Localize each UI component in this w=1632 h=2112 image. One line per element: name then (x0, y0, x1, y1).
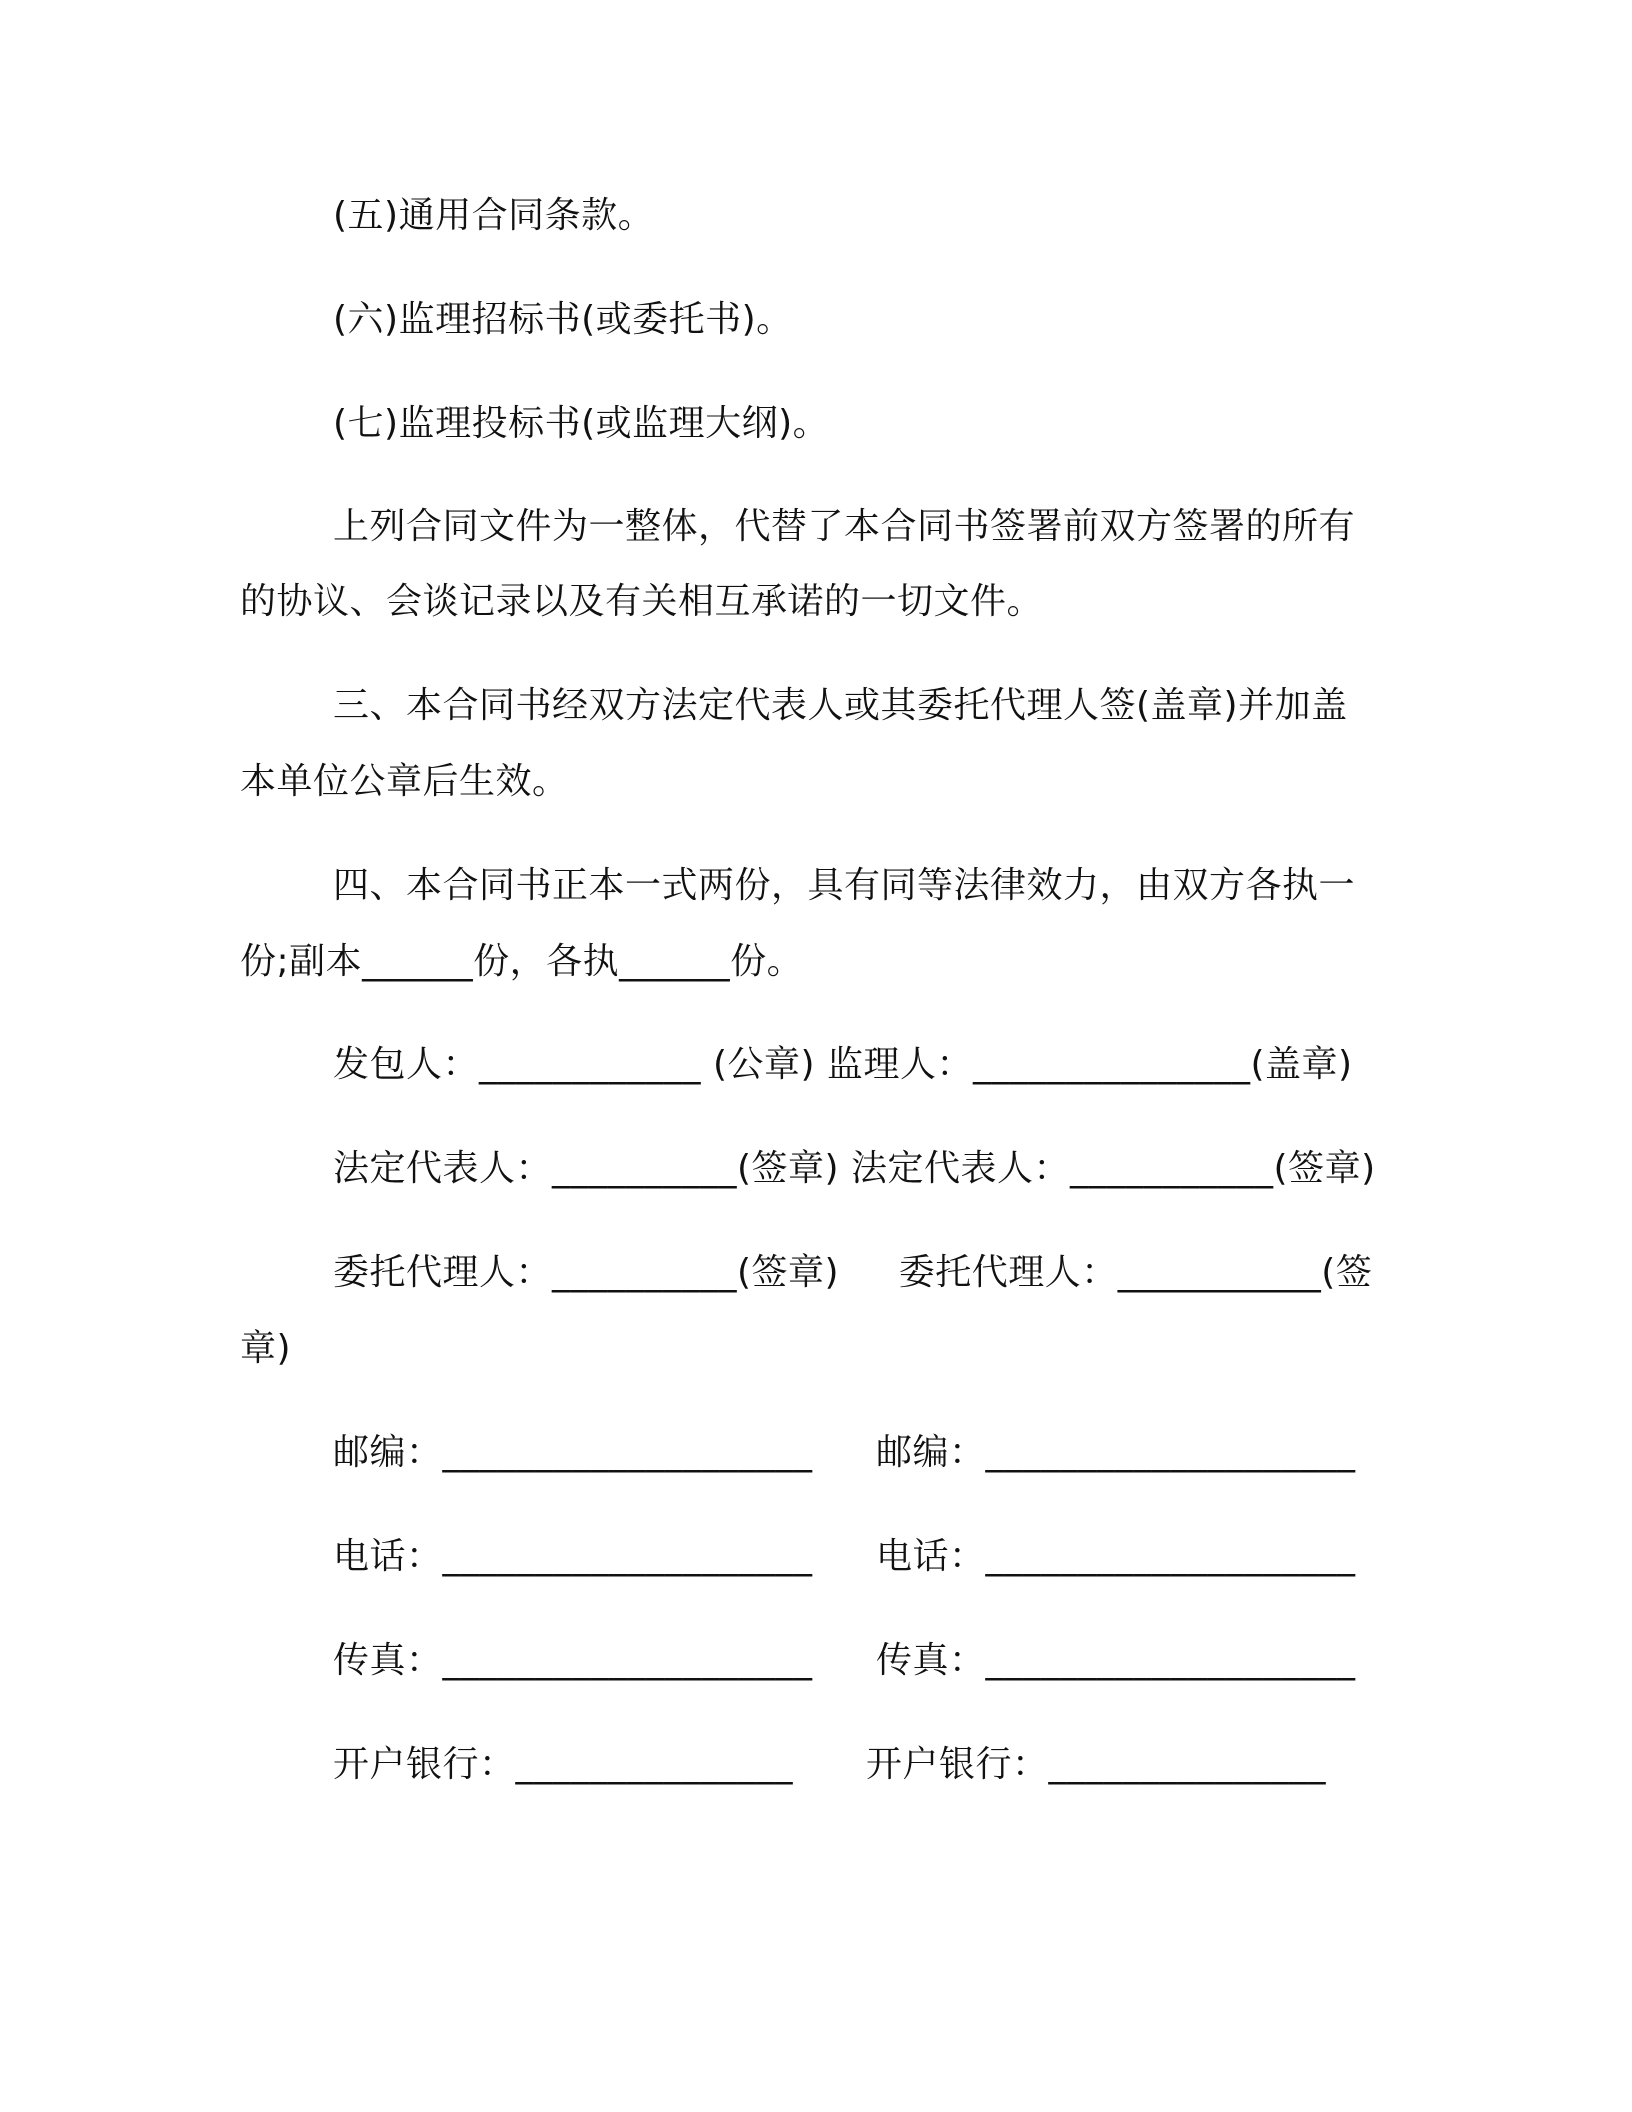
signature-agent-row-line1: 委托代理人：__________(签章) 委托代理人：___________(签 (333, 1252, 1373, 1293)
paragraph-documents-line2: 的协议、会谈记录以及有关相互承诺的一切文件。 (240, 581, 1044, 622)
bank-left: 开户银行：_______________ (333, 1744, 794, 1785)
paragraph-effective-line2: 本单位公章后生效。 (240, 761, 569, 802)
fax-left: 传真：____________________ (333, 1640, 813, 1681)
phone-right: 电话：____________________ (876, 1536, 1356, 1577)
bank-right: 开户银行：_______________ (866, 1744, 1327, 1785)
postcode-left: 邮编：____________________ (333, 1432, 813, 1473)
signature-agent-row-line2: 章) (240, 1328, 292, 1369)
item-seven: (七)监理投标书(或监理大纲)。 (333, 403, 830, 444)
paragraph-copies-line1: 四、本合同书正本一式两份，具有同等法律效力，由双方各执一 (333, 865, 1356, 906)
signature-issuer-supervisor-row: 发包人：____________ (公章) 监理人：_______________(盖章) (333, 1044, 1353, 1085)
fax-right: 传真：____________________ (876, 1640, 1356, 1681)
phone-left: 电话：____________________ (333, 1536, 813, 1577)
signature-legal-representative-row: 法定代表人：__________(签章) 法定代表人：___________(签章) (333, 1148, 1376, 1189)
item-six: (六)监理招标书(或委托书)。 (333, 299, 793, 340)
paragraph-copies-line2: 份;副本______份，各执______份。 (240, 941, 804, 982)
paragraph-documents-line1: 上列合同文件为一整体，代替了本合同书签署前双方签署的所有 (333, 506, 1356, 547)
postcode-right: 邮编：____________________ (876, 1432, 1356, 1473)
item-five: (五)通用合同条款。 (333, 195, 655, 236)
paragraph-effective-line1: 三、本合同书经双方法定代表人或其委托代理人签(盖章)并加盖 (333, 685, 1348, 726)
